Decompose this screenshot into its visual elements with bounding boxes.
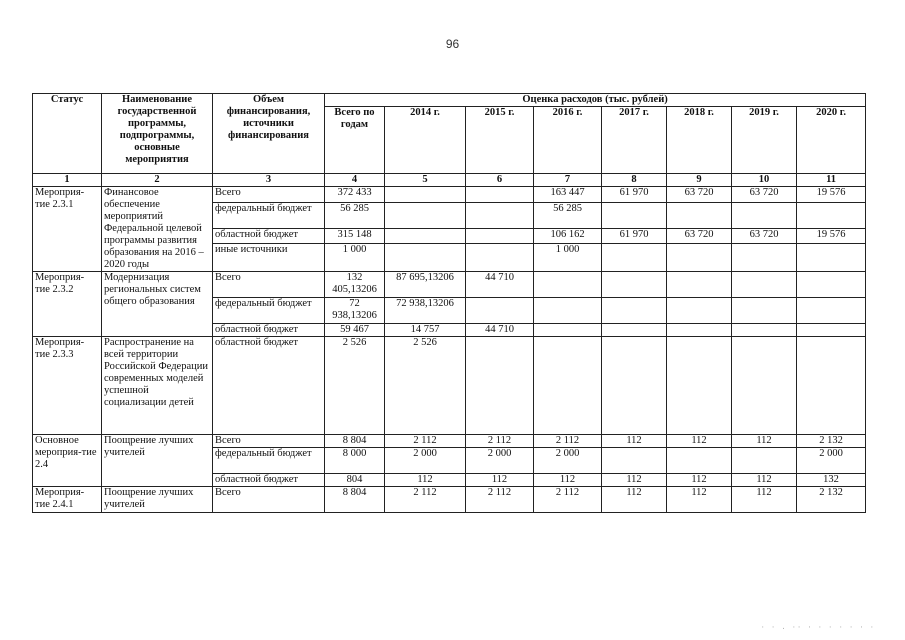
cell-2018 [667, 298, 732, 324]
cell-total: 372 433 [325, 187, 385, 203]
cell-2014: 72 938,13206 [385, 298, 466, 324]
cell-total: 1 000 [325, 244, 385, 272]
cell-2020: 19 576 [797, 228, 866, 244]
cell-total: 72 938,13206 [325, 298, 385, 324]
cell-2020: 2 132 [797, 487, 866, 513]
cell-2020: 2 000 [797, 448, 866, 474]
table-row [33, 487, 866, 513]
cell-total: 8 000 [325, 448, 385, 474]
column-number: 1 [33, 174, 102, 187]
cell-2015: 2 112 [466, 487, 534, 513]
cell-2015: 2 112 [466, 435, 534, 448]
cell-2016: 2 112 [534, 435, 602, 448]
cell-2014: 2 112 [385, 487, 466, 513]
cell-2018 [667, 324, 732, 337]
cell-2017 [602, 272, 667, 298]
cell-2017 [602, 298, 667, 324]
cell-2019 [732, 337, 797, 435]
column-number: 11 [797, 174, 866, 187]
cell-2016: 2 112 [534, 487, 602, 513]
column-number: 4 [325, 174, 385, 187]
column-number: 6 [466, 174, 534, 187]
header-year-2016: 2016 г. [534, 107, 602, 174]
cell-2017 [602, 244, 667, 272]
column-number: 3 [213, 174, 325, 187]
header-year-2014: 2014 г. [385, 107, 466, 174]
cell-2015 [466, 298, 534, 324]
cell-total: 2 526 [325, 337, 385, 435]
row-program-name: Поощрение лучших учителей [102, 487, 213, 513]
cell-2016 [534, 298, 602, 324]
row-source: федеральный бюджет [213, 298, 325, 324]
cell-2014: 14 757 [385, 324, 466, 337]
row-status: Мероприя-тие 2.3.3 [33, 337, 102, 435]
cell-2019: 112 [732, 435, 797, 448]
column-number: 2 [102, 174, 213, 187]
row-source: федеральный бюджет [213, 202, 325, 228]
column-numbers-row [33, 174, 866, 187]
cell-2015 [466, 337, 534, 435]
cell-2020 [797, 272, 866, 298]
row-status: Мероприя-тие 2.3.2 [33, 272, 102, 337]
row-program-name: Финансовое обеспечение мероприятий Федеральной целевой программы развития образования на 2016 – 2020 годы [102, 187, 213, 272]
row-program-name: Распространение на всей территории Российской Федерации современных моделей успешной социализации детей [102, 337, 213, 435]
cell-2019 [732, 448, 797, 474]
cell-total: 8 804 [325, 487, 385, 513]
cell-2017 [602, 202, 667, 228]
cell-2018: 112 [667, 474, 732, 487]
cell-2015: 112 [466, 474, 534, 487]
header-year-2018: 2018 г. [667, 107, 732, 174]
cell-2018 [667, 244, 732, 272]
column-number: 10 [732, 174, 797, 187]
row-program-name: Модернизация региональных систем общего образования [102, 272, 213, 337]
cell-2014 [385, 187, 466, 203]
cell-2017 [602, 337, 667, 435]
cell-2019 [732, 298, 797, 324]
cell-2018 [667, 337, 732, 435]
cell-2017 [602, 448, 667, 474]
column-number: 7 [534, 174, 602, 187]
cell-2020 [797, 244, 866, 272]
cell-total: 132 405,13206 [325, 272, 385, 298]
cell-2017: 61 970 [602, 228, 667, 244]
cell-2019 [732, 324, 797, 337]
cell-2020 [797, 337, 866, 435]
row-status: Мероприя-тие 2.3.1 [33, 187, 102, 272]
cell-2015 [466, 244, 534, 272]
header-name: Наименование государственной программы, подпрограммы, основные мероприятия [102, 94, 213, 174]
cell-2019 [732, 272, 797, 298]
cell-2014 [385, 244, 466, 272]
cell-2014: 2 000 [385, 448, 466, 474]
header-year-2015: 2015 г. [466, 107, 534, 174]
column-number: 9 [667, 174, 732, 187]
cell-2016: 106 162 [534, 228, 602, 244]
cell-total: 8 804 [325, 435, 385, 448]
row-source: Всего [213, 487, 325, 513]
header-year-2020: 2020 г. [797, 107, 866, 174]
cell-2017 [602, 324, 667, 337]
row-source: областной бюджет [213, 324, 325, 337]
header-status: Статус [33, 94, 102, 174]
header-year-2019: 2019 г. [732, 107, 797, 174]
cell-2014: 2 112 [385, 435, 466, 448]
header-estimate: Оценка расходов (тыс. рублей) [325, 94, 866, 107]
row-source: областной бюджет [213, 228, 325, 244]
row-status: Мероприя-тие 2.4.1 [33, 487, 102, 513]
cell-2020 [797, 298, 866, 324]
header-volume: Объем финансирования, источники финансирования [213, 94, 325, 174]
cell-2020 [797, 202, 866, 228]
cell-total: 315 148 [325, 228, 385, 244]
cell-2020: 19 576 [797, 187, 866, 203]
cell-2015 [466, 187, 534, 203]
row-source: областной бюджет [213, 337, 325, 435]
cell-2016 [534, 272, 602, 298]
cell-total: 59 467 [325, 324, 385, 337]
cell-2019: 112 [732, 474, 797, 487]
cell-2019: 63 720 [732, 228, 797, 244]
cell-2020: 132 [797, 474, 866, 487]
cell-2020: 2 132 [797, 435, 866, 448]
cell-2019 [732, 202, 797, 228]
table-row [33, 272, 866, 298]
page-number: 96 [445, 37, 460, 51]
table-row [33, 337, 866, 435]
row-source: Всего [213, 272, 325, 298]
cell-2017: 112 [602, 487, 667, 513]
cell-2018 [667, 448, 732, 474]
cell-2016: 1 000 [534, 244, 602, 272]
cell-2019: 63 720 [732, 187, 797, 203]
cell-2018: 112 [667, 435, 732, 448]
cell-2015: 2 000 [466, 448, 534, 474]
cell-2018: 63 720 [667, 228, 732, 244]
cell-2018 [667, 202, 732, 228]
cell-2016: 112 [534, 474, 602, 487]
cell-2019: 112 [732, 487, 797, 513]
cell-2014: 112 [385, 474, 466, 487]
cell-2017: 112 [602, 435, 667, 448]
cell-2015 [466, 202, 534, 228]
scan-noise: · · . ·· · · · · · · · [760, 624, 875, 632]
cell-2014: 2 526 [385, 337, 466, 435]
cell-2014 [385, 202, 466, 228]
cell-2018 [667, 272, 732, 298]
cell-total: 56 285 [325, 202, 385, 228]
cell-2014 [385, 228, 466, 244]
cell-2017: 112 [602, 474, 667, 487]
cell-2015: 44 710 [466, 324, 534, 337]
cell-total: 804 [325, 474, 385, 487]
cell-2016: 2 000 [534, 448, 602, 474]
cell-2016: 56 285 [534, 202, 602, 228]
budget-table [32, 93, 866, 513]
table-row [33, 435, 866, 448]
header-total: Всего по годам [325, 107, 385, 174]
cell-2016 [534, 337, 602, 435]
row-source: областной бюджет [213, 474, 325, 487]
table-row [33, 187, 866, 203]
cell-2019 [732, 244, 797, 272]
column-number: 8 [602, 174, 667, 187]
cell-2020 [797, 324, 866, 337]
header-year-2017: 2017 г. [602, 107, 667, 174]
cell-2014: 87 695,13206 [385, 272, 466, 298]
cell-2018: 63 720 [667, 187, 732, 203]
row-source: федеральный бюджет [213, 448, 325, 474]
row-source: Всего [213, 187, 325, 203]
cell-2017: 61 970 [602, 187, 667, 203]
column-number: 5 [385, 174, 466, 187]
row-status: Основное мероприя-тие 2.4 [33, 435, 102, 487]
row-source: Всего [213, 435, 325, 448]
row-program-name: Поощрение лучших учителей [102, 435, 213, 487]
row-source: иные источники [213, 244, 325, 272]
cell-2018: 112 [667, 487, 732, 513]
cell-2015 [466, 228, 534, 244]
cell-2016 [534, 324, 602, 337]
cell-2015: 44 710 [466, 272, 534, 298]
cell-2016: 163 447 [534, 187, 602, 203]
